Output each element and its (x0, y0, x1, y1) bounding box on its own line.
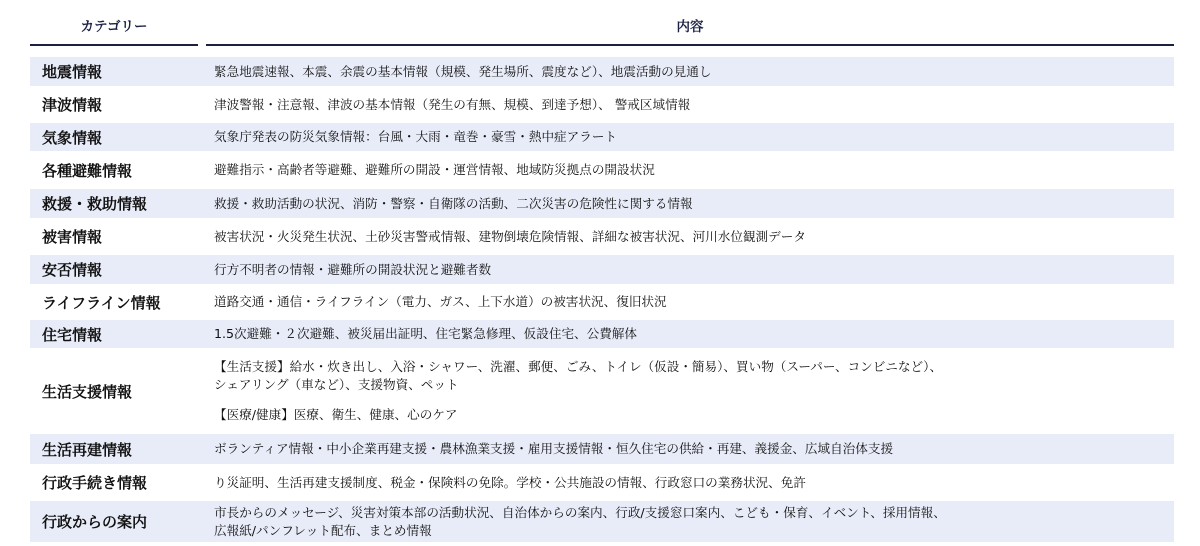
table-row (30, 222, 1174, 251)
content-line: 避難指示・高齢者等避難、避難所の開設・運営情報、地域防災拠点の開設状況 (214, 162, 655, 177)
content-line: 被害状況・火災発生状況、土砂災害警戒情報、建物倒壊危険情報、詳細な被害状況、河川水位観測データ (214, 228, 806, 244)
category-cell: 行政からの案内 (42, 513, 148, 531)
content-line: 緊急地震速報、本震、余震の基本情報（規模、発生場所、震度など）、地震活動の見通し (214, 63, 712, 79)
content-cell (206, 57, 1174, 86)
content-line: ボランティア情報・中小企業再建支援・農林漁業支援・雇用支援情報・恒久住宅の供給・再建、義援金、広域自治体支援 (214, 441, 894, 456)
category-cell: 生活再建情報 (42, 440, 133, 459)
category-cell: 安否情報 (42, 261, 103, 279)
content-cell (206, 90, 1174, 119)
content-line: 広報紙/パンフレット配布、まとめ情報 (214, 522, 432, 538)
table-row (30, 57, 1174, 86)
table-row (30, 352, 1174, 430)
table-row (30, 468, 1174, 497)
content-line: 気象庁発表の防災気象情報：台風・大雨・竜巻・豪雪・熱中症アラート (214, 129, 617, 144)
content-line: 【生活支援】給水・炊き出し、入浴・シャワー、洗濯、郵便、ごみ、トイレ（仮設・簡易）、買い物（スーパー、コンビニなど）、 (214, 359, 943, 374)
category-cell: 救援・救助情報 (42, 195, 148, 213)
table-row (30, 501, 1174, 542)
category-cell: 気象情報 (42, 128, 103, 147)
content-cell (206, 288, 1174, 316)
content-line: 行方不明者の情報・避難所の開設状況と避難者数 (214, 261, 492, 277)
content-cell (206, 255, 1174, 284)
content-cell (206, 189, 1174, 218)
category-cell: 行政手続き情報 (42, 474, 148, 492)
category-cell: 各種避難情報 (42, 161, 133, 180)
table-row (30, 255, 1174, 284)
content-header-rule (206, 44, 1174, 46)
content-header (206, 0, 1174, 46)
content-cell (206, 222, 1174, 251)
content-line: り災証明、生活再建支援制度、税金・保険料の免除。学校・公共施設の情報、行政窓口の業務状況、免許 (214, 474, 806, 490)
content-line: 1.5次避難・２次避難、被災届出証明、住宅緊急修理、仮設住宅、公費解体 (214, 326, 638, 341)
table-row (30, 189, 1174, 218)
category-header-label: カテゴリー (80, 19, 148, 35)
content-cell (206, 468, 1174, 497)
content-cell (206, 352, 1174, 430)
category-cell: ライフライン情報 (42, 293, 161, 312)
table-row (30, 288, 1174, 316)
content-line: 市長からのメッセージ、災害対策本部の活動状況、自治体からの案内、行政/支援窓口案内、こども・保育、イベント、採用情報、 (214, 504, 946, 520)
table-row (30, 320, 1174, 348)
category-cell: 生活支援情報 (42, 382, 133, 401)
content-cell (206, 434, 1174, 464)
table-row (30, 155, 1174, 185)
content-cell (206, 155, 1174, 185)
content-cell (206, 123, 1174, 151)
content-line: 津波警報・注意報、津波の基本情報（発生の有無、規模、到達予想）、 警戒区域情報 (214, 96, 691, 112)
content-line: シェアリング（車など）、支援物資、ペット (214, 377, 459, 392)
content-line: 救援・救助活動の状況、消防・警察・自衛隊の活動、二次災害の危険性に関する情報 (214, 195, 693, 211)
category-header (30, 0, 198, 46)
category-header-rule (30, 44, 198, 46)
category-cell: 被害情報 (42, 228, 103, 246)
content-cell (206, 501, 1174, 542)
category-cell: 住宅情報 (42, 325, 103, 344)
content-header-label: 内容 (676, 19, 704, 35)
table-row (30, 90, 1174, 119)
table-row (30, 123, 1174, 151)
content-cell (206, 320, 1174, 348)
content-line: 道路交通・通信・ライフライン（電力、ガス、上下水道）の被害状況、復旧状況 (214, 294, 667, 309)
content-line: 【医療/健康】医療、衛生、健康、心のケア (214, 407, 458, 422)
info-table (30, 57, 1174, 546)
category-cell: 地震情報 (42, 63, 103, 81)
category-cell: 津波情報 (42, 96, 103, 114)
table-row (30, 434, 1174, 464)
